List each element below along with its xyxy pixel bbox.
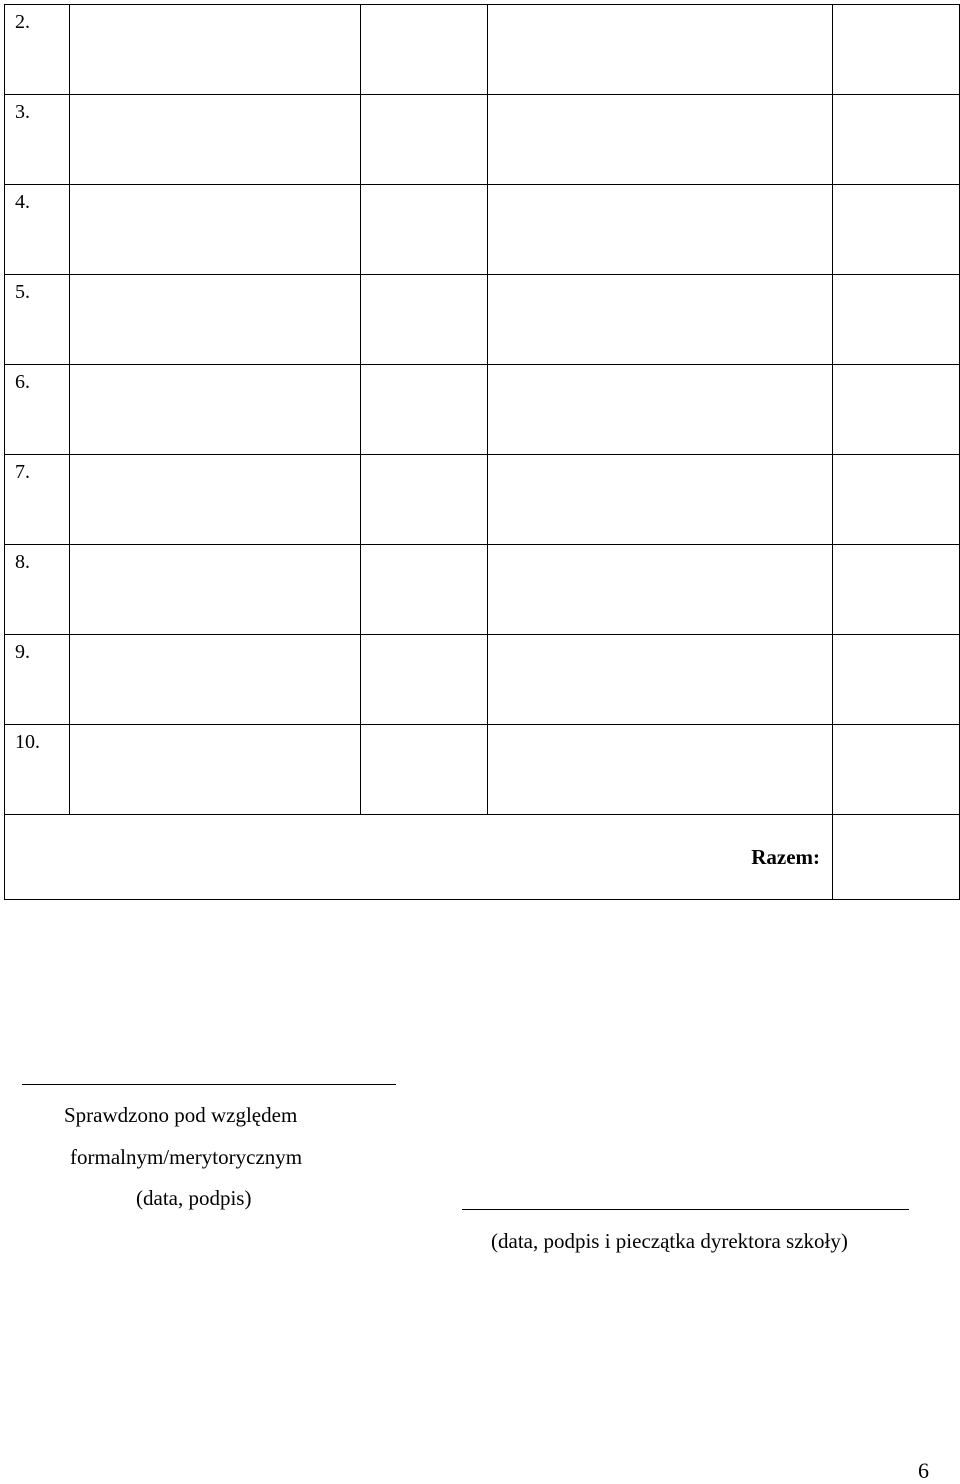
verification-text-line1: Sprawdzono pod względem: [64, 1103, 298, 1127]
row-number-cell: 4.: [5, 185, 70, 275]
amount-cell[interactable]: [361, 635, 488, 725]
row-number-cell: 10.: [5, 725, 70, 815]
row-number-cell: 5.: [5, 275, 70, 365]
table-row: [5, 5, 960, 95]
description-cell[interactable]: [488, 545, 833, 635]
row-number-cell: 8.: [5, 545, 70, 635]
table-row: [5, 635, 960, 725]
description-cell[interactable]: [488, 635, 833, 725]
table-row: [5, 725, 960, 815]
table-row: [5, 95, 960, 185]
amount-cell[interactable]: [361, 5, 488, 95]
table-row: [5, 185, 960, 275]
name-cell[interactable]: [70, 635, 361, 725]
total-label: Razem:: [5, 815, 833, 900]
description-cell[interactable]: [488, 275, 833, 365]
value-cell[interactable]: [833, 725, 960, 815]
right-signature-line: [462, 1209, 909, 1210]
row-number-cell: 7.: [5, 455, 70, 545]
verification-caption: (data, podpis): [136, 1186, 252, 1210]
amount-cell[interactable]: [361, 455, 488, 545]
items-table: [4, 4, 960, 900]
name-cell[interactable]: [70, 185, 361, 275]
value-cell[interactable]: [833, 275, 960, 365]
value-cell[interactable]: [833, 5, 960, 95]
table-row: [5, 365, 960, 455]
amount-cell[interactable]: [361, 275, 488, 365]
amount-cell[interactable]: [361, 365, 488, 455]
total-row: [5, 815, 960, 900]
description-cell[interactable]: [488, 455, 833, 545]
table-row: [5, 455, 960, 545]
name-cell[interactable]: [70, 455, 361, 545]
page-number: 6: [918, 1458, 929, 1483]
amount-cell[interactable]: [361, 545, 488, 635]
name-cell[interactable]: [70, 95, 361, 185]
value-cell[interactable]: [833, 635, 960, 725]
verification-text-line2: formalnym/merytorycznym: [70, 1145, 303, 1169]
total-value-cell[interactable]: [833, 815, 960, 900]
left-signature-line: [22, 1084, 396, 1085]
name-cell[interactable]: [70, 545, 361, 635]
name-cell[interactable]: [70, 275, 361, 365]
description-cell[interactable]: [488, 365, 833, 455]
value-cell[interactable]: [833, 365, 960, 455]
value-cell[interactable]: [833, 95, 960, 185]
director-signature-caption: (data, podpis i pieczątka dyrektora szkoły): [491, 1229, 848, 1253]
description-cell[interactable]: [488, 725, 833, 815]
value-cell[interactable]: [833, 545, 960, 635]
description-cell[interactable]: [488, 95, 833, 185]
name-cell[interactable]: [70, 5, 361, 95]
row-number-cell: 6.: [5, 365, 70, 455]
name-cell[interactable]: [70, 725, 361, 815]
amount-cell[interactable]: [361, 95, 488, 185]
amount-cell[interactable]: [361, 725, 488, 815]
amount-cell[interactable]: [361, 185, 488, 275]
value-cell[interactable]: [833, 455, 960, 545]
description-cell[interactable]: [488, 185, 833, 275]
name-cell[interactable]: [70, 365, 361, 455]
table-row: [5, 545, 960, 635]
value-cell[interactable]: [833, 185, 960, 275]
description-cell[interactable]: [488, 5, 833, 95]
row-number-cell: 3.: [5, 95, 70, 185]
row-number-cell: 2.: [5, 5, 70, 95]
row-number-cell: 9.: [5, 635, 70, 725]
table-row: [5, 275, 960, 365]
